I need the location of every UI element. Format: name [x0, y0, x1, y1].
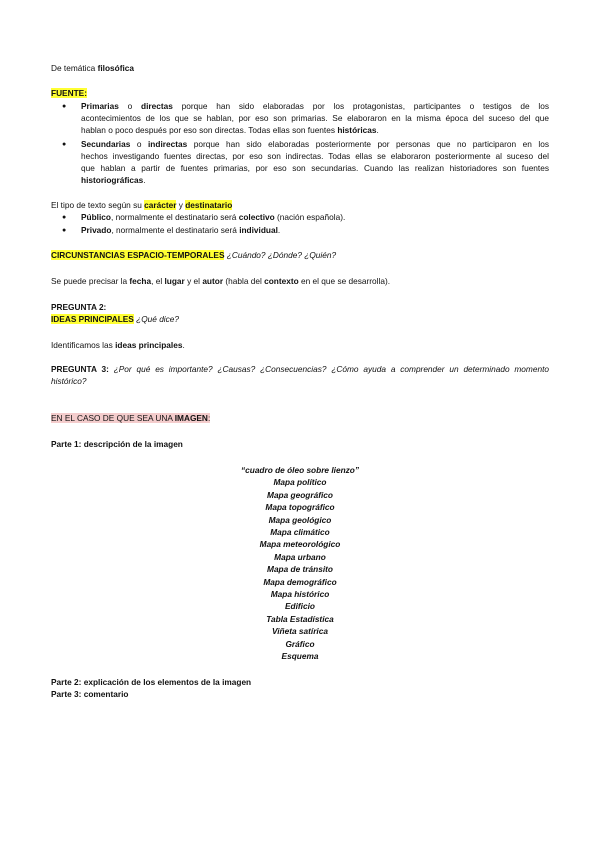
- fuente-secundarias-line4: historiográficas.: [81, 175, 146, 185]
- list-item: Mapa geológico: [268, 514, 332, 525]
- list-item: Edificio: [285, 601, 315, 612]
- bullet-dot: ●: [62, 214, 67, 221]
- pregunta2-heading: IDEAS PRINCIPALES ¿Qué dice?: [51, 314, 180, 324]
- fuente-secundarias-line2: hechos investigando fuentes directas, por eso son indirectas. Todas ellas se elaboraron posteriormente al suceso del: [81, 151, 549, 161]
- fuente-primarias-line2: acontecimientos de los que se hablan, por eso son primarias. Se elaboraron en la misma época del suceso del que: [81, 113, 549, 123]
- list-item: Gráfico: [285, 638, 315, 649]
- list-item: Mapa topográfico: [265, 502, 335, 513]
- intro-line: De temática filosófica: [51, 63, 134, 73]
- fuente-primarias-line1: Primarias o directas porque han sido elaboradas por los protagonistas, participantes o testigos de los: [81, 101, 549, 111]
- image-types-list: [0, 464, 600, 663]
- fuente-primarias-line3: hablan o poco después por eso son directas. Todas ellas son fuentes históricas.: [81, 125, 379, 135]
- list-item: Mapa meteorológico: [259, 539, 341, 550]
- list-item: Tabla Estadística: [266, 613, 334, 624]
- fuente-heading: FUENTE:: [51, 88, 87, 98]
- fuente-secundarias-line1: Secundarias o indirectas porque han sido elaboradas posteriormente por personas que no participaron en los: [81, 139, 549, 149]
- pregunta2-line: Identificamos las ideas principales.: [51, 340, 185, 350]
- fuente-secundarias-line3: que hablan a partir de fuentes primarias, por eso son secundarias. Cuando las realizan historiadores son fuentes: [81, 163, 549, 173]
- list-item: Mapa histórico: [270, 589, 330, 600]
- tipo-line: El tipo de texto según su carácter y destinatario: [51, 200, 233, 210]
- parte2-heading: Parte 2: explicación de los elementos de la imagen: [51, 677, 252, 687]
- tipo-publico: Público, normalmente el destinatario será colectivo (nación española).: [81, 212, 346, 222]
- list-item: Viñeta satírica: [272, 626, 328, 637]
- bullet-dot: ●: [62, 141, 67, 148]
- bullet-dot: ●: [62, 103, 67, 110]
- list-item: Mapa climático: [270, 527, 330, 538]
- pregunta2-label: PREGUNTA 2:: [51, 302, 107, 312]
- list-item: Mapa demográfico: [263, 576, 337, 587]
- list-item: Mapa geográfico: [267, 489, 333, 500]
- circunstancias-line: Se puede precisar la fecha, el lugar y el autor (habla del contexto en el que se desarrolla).: [51, 276, 391, 286]
- pregunta3-line1: PREGUNTA 3: ¿Por qué es importante? ¿Causas? ¿Consecuencias? ¿Cómo ayuda a comprender un determinado momento: [51, 364, 549, 374]
- parte3-heading: Parte 3: comentario: [51, 689, 129, 699]
- tipo-privado: Privado, normalmente el destinatario será individual.: [81, 225, 281, 235]
- list-item: “cuadro de óleo sobre lienzo”: [240, 465, 360, 475]
- pregunta3-line2: histórico?: [51, 376, 87, 386]
- imagen-heading: EN EL CASO DE QUE SEA UNA IMAGEN:: [51, 413, 211, 423]
- bullet-dot: ●: [62, 227, 67, 234]
- list-item: Esquema: [281, 651, 319, 662]
- list-item: Mapa urbano: [274, 551, 326, 562]
- circunstancias-heading: CIRCUNSTANCIAS ESPACIO-TEMPORALES ¿Cuándo? ¿Dónde? ¿Quién?: [51, 250, 337, 260]
- list-item: Mapa político: [273, 477, 327, 488]
- parte1-heading: Parte 1: descripción de la imagen: [51, 439, 183, 449]
- list-item: Mapa de tránsito: [267, 564, 333, 575]
